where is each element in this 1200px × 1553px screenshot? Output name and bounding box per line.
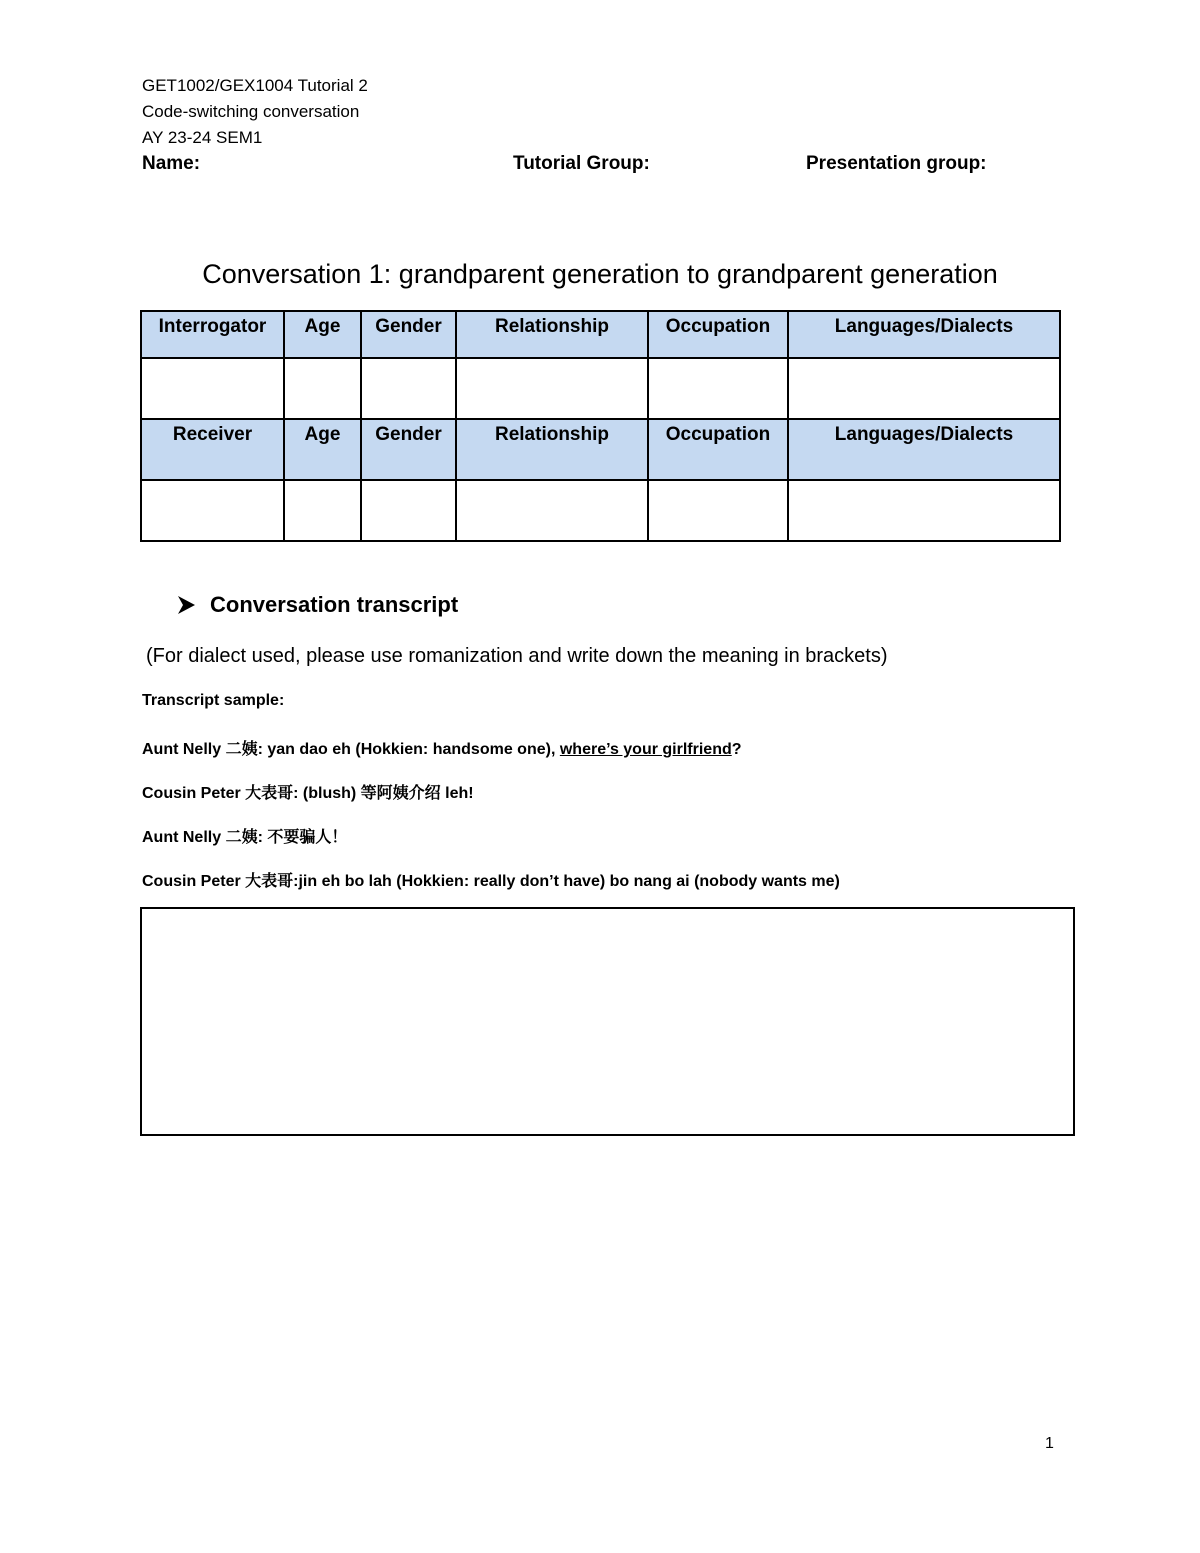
header-occupation: Occupation: [648, 311, 788, 358]
header-relationship: Relationship: [456, 419, 648, 480]
course-code: GET1002/GEX1004 Tutorial 2: [142, 76, 368, 95]
receiver-languages-cell[interactable]: [788, 480, 1060, 541]
academic-term: AY 23-24 SEM1: [142, 128, 263, 147]
transcript-answer-box[interactable]: [140, 907, 1075, 1136]
interrogator-name-cell[interactable]: [141, 358, 284, 419]
transcript-line: Aunt Nelly 二姨: 不要骗人！: [142, 829, 348, 846]
transcript-line: Cousin Peter 大表哥:jin eh bo lah (Hokkien: really don’t have) bo nang ai (nobody wants me): [142, 873, 840, 890]
header-receiver: Receiver: [141, 419, 284, 480]
transcript-line-underlined: where’s your girlfriend: [559, 741, 732, 758]
receiver-age-cell[interactable]: [284, 480, 361, 541]
receiver-relationship-cell[interactable]: [456, 480, 648, 541]
conversation-title: Conversation 1: grandparent generation to grandparent generation: [202, 259, 998, 289]
transcript-heading: [176, 592, 458, 618]
interrogator-languages-cell[interactable]: [788, 358, 1060, 419]
participant-info-table: [140, 310, 1061, 542]
header-languages-dialects: Languages/Dialects: [788, 419, 1060, 480]
header-gender: Gender: [361, 419, 456, 480]
interrogator-gender-cell[interactable]: [361, 358, 456, 419]
receiver-entry-row: [141, 480, 1060, 541]
header-age: Age: [284, 311, 361, 358]
transcript-line: Cousin Peter 大表哥: (blush) 等阿姨介绍 leh!: [142, 785, 474, 802]
header-age: Age: [284, 419, 361, 480]
header-occupation: Occupation: [648, 419, 788, 480]
name-label: Name:: [142, 153, 201, 174]
interrogator-occupation-cell[interactable]: [648, 358, 788, 419]
header-languages-dialects: Languages/Dialects: [788, 311, 1060, 358]
header-gender: Gender: [361, 311, 456, 358]
transcript-line-text: ?: [731, 741, 742, 758]
header-interrogator: Interrogator: [141, 311, 284, 358]
interrogator-header-row: [141, 311, 1060, 358]
transcript-line: [142, 736, 742, 759]
interrogator-age-cell[interactable]: [284, 358, 361, 419]
transcript-line-text: Aunt Nelly 二姨: yan dao eh (Hokkien: handsome one),: [142, 741, 560, 758]
receiver-header-row: [141, 419, 1060, 480]
interrogator-entry-row: [141, 358, 1060, 419]
transcript-heading-text: Conversation transcript: [210, 592, 459, 617]
transcript-instruction: (For dialect used, please use romanization and write down the meaning in brackets): [146, 645, 888, 667]
transcript-sample-label: Transcript sample:: [142, 692, 285, 709]
presentation-group-label: Presentation group:: [806, 153, 987, 174]
arrowhead-bullet-icon: [176, 595, 196, 615]
page-number: 1: [1045, 1435, 1054, 1452]
receiver-occupation-cell[interactable]: [648, 480, 788, 541]
course-topic: Code-switching conversation: [142, 102, 360, 121]
tutorial-group-label: Tutorial Group:: [513, 153, 650, 174]
header-relationship: Relationship: [456, 311, 648, 358]
interrogator-relationship-cell[interactable]: [456, 358, 648, 419]
receiver-name-cell[interactable]: [141, 480, 284, 541]
receiver-gender-cell[interactable]: [361, 480, 456, 541]
